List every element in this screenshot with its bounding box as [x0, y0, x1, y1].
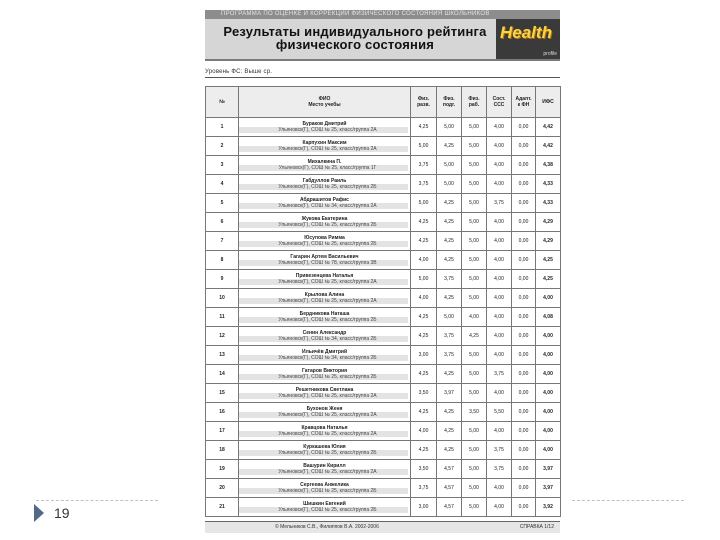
- row-number: 5: [206, 194, 239, 213]
- table-row: [206, 327, 561, 346]
- cell-phys-work: 5,00: [462, 365, 487, 384]
- person-name: Гагарин Артем Васильевич: [290, 254, 359, 260]
- cell-phys-dev: 4,25: [411, 327, 437, 346]
- cell-phys-prep: 4,25: [437, 441, 462, 460]
- cell-phys-dev: 3,50: [411, 384, 437, 403]
- person-school: Ульяновск(Г), СОШ № 25, класс/группа 2А: [239, 298, 408, 304]
- cell-phys-dev: 3,50: [411, 460, 437, 479]
- table-row: [206, 118, 561, 137]
- cell-ifs: 4,25: [536, 270, 561, 289]
- cell-phys-prep: 4,57: [437, 460, 462, 479]
- row-number: 4: [206, 175, 239, 194]
- cell-cardio: 4,00: [487, 327, 512, 346]
- right-divider-line: [572, 500, 684, 501]
- cell-phys-work: 5,00: [462, 118, 487, 137]
- footer-page-ref: СПРАВКА 1/12: [519, 524, 554, 530]
- row-number: 21: [206, 498, 239, 517]
- row-number: 14: [206, 365, 239, 384]
- row-person: [239, 118, 411, 137]
- document-title: [205, 25, 505, 51]
- row-number: 13: [206, 346, 239, 365]
- person-name: Привезенцева Наталья: [295, 273, 354, 279]
- row-number: 20: [206, 479, 239, 498]
- cell-cardio: 4,00: [487, 422, 512, 441]
- table-row: [206, 251, 561, 270]
- cell-phys-dev: 4,25: [411, 232, 437, 251]
- cell-phys-prep: 4,25: [437, 251, 462, 270]
- row-number: 15: [206, 384, 239, 403]
- footer-copyright: © Мельников С.В., Филиппов В.А. 2002-2006: [275, 524, 379, 530]
- cell-cardio: 3,75: [487, 460, 512, 479]
- cell-phys-dev: 3,75: [411, 175, 437, 194]
- person-name: Михалкина П.: [307, 159, 342, 165]
- row-person: [239, 270, 411, 289]
- health-logo: [496, 19, 560, 59]
- cell-phys-work: 4,25: [462, 327, 487, 346]
- table-row: [206, 308, 561, 327]
- cell-phys-dev: 4,00: [411, 251, 437, 270]
- cell-phys-prep: 4,25: [437, 289, 462, 308]
- cell-cardio: 3,75: [487, 365, 512, 384]
- logo-subtext: profile: [543, 51, 557, 57]
- col-header-adapt-line1: Адапт.: [515, 96, 532, 102]
- col-header-name-line1: ФИО: [318, 96, 331, 102]
- person-school: Ульяновск(Г), СОШ № 34, класс/группа 2Б: [239, 336, 408, 342]
- cell-phys-work: 3,50: [462, 403, 487, 422]
- person-school: Ульяновск(Г), СОШ № 25, класс/группа 2Б: [239, 184, 408, 190]
- cell-ifs: 4,33: [536, 175, 561, 194]
- cell-ifs: 4,25: [536, 251, 561, 270]
- cell-phys-work: 5,00: [462, 156, 487, 175]
- cell-phys-work: 5,00: [462, 175, 487, 194]
- cell-adapt: 0,00: [512, 422, 536, 441]
- cell-ifs: 4,00: [536, 346, 561, 365]
- row-number: 3: [206, 156, 239, 175]
- row-person: [239, 232, 411, 251]
- cell-ifs: 4,38: [536, 156, 561, 175]
- title-line-1: Результаты индивидуального рейтинга: [223, 24, 487, 39]
- row-person: [239, 308, 411, 327]
- row-number: 17: [206, 422, 239, 441]
- cell-phys-dev: 3,75: [411, 156, 437, 175]
- cell-ifs: 4,00: [536, 365, 561, 384]
- cell-ifs: 4,00: [536, 289, 561, 308]
- row-person: [239, 422, 411, 441]
- results-table: [205, 86, 561, 517]
- cell-ifs: 4,42: [536, 118, 561, 137]
- person-name: Кравцова Наталья: [301, 425, 348, 431]
- cell-cardio: 4,00: [487, 251, 512, 270]
- cell-ifs: 3,97: [536, 479, 561, 498]
- cell-adapt: 0,00: [512, 156, 536, 175]
- table-row: [206, 365, 561, 384]
- person-school: Ульяновск(Г), СОШ № 78, класс/группа 3В: [239, 260, 408, 266]
- table-row: [206, 384, 561, 403]
- table-row: [206, 270, 561, 289]
- row-number: 10: [206, 289, 239, 308]
- cell-adapt: 0,00: [512, 118, 536, 137]
- document-header: [205, 19, 560, 61]
- cell-cardio: 4,00: [487, 346, 512, 365]
- cell-adapt: 0,00: [512, 213, 536, 232]
- row-number: 7: [206, 232, 239, 251]
- cell-phys-work: 5,00: [462, 460, 487, 479]
- person-school: Ульяновск(Г), СОШ № 25, класс/группа 2А: [239, 412, 408, 418]
- table-row: [206, 346, 561, 365]
- person-school: Ульяновск(Г), СОШ № 34, класс/группа 2А: [239, 203, 408, 209]
- cell-ifs: 4,00: [536, 384, 561, 403]
- cell-phys-dev: 4,25: [411, 441, 437, 460]
- cell-phys-work: 5,00: [462, 251, 487, 270]
- person-school: Ульяновск(Г), СОШ № 25, класс/группа 2Б: [239, 507, 408, 513]
- cell-cardio: 4,00: [487, 118, 512, 137]
- cell-cardio: 4,00: [487, 479, 512, 498]
- person-name: Карпухин Максим: [302, 140, 347, 146]
- cell-adapt: 0,00: [512, 460, 536, 479]
- row-person: [239, 403, 411, 422]
- col-header-phys-work-line2: раб.: [468, 102, 480, 108]
- col-header-phys-work-line1: Физ.: [468, 96, 480, 102]
- cell-adapt: 0,00: [512, 194, 536, 213]
- col-header-name-line2: Место учебы: [308, 102, 341, 108]
- person-name: Сенин Александр: [302, 330, 347, 336]
- cell-ifs: 4,33: [536, 194, 561, 213]
- cell-adapt: 0,00: [512, 327, 536, 346]
- cell-adapt: 0,00: [512, 498, 536, 517]
- person-name: Габдуллов Раиль: [302, 178, 347, 184]
- cell-cardio: 4,00: [487, 498, 512, 517]
- table-row: [206, 156, 561, 175]
- table-row: [206, 289, 561, 308]
- cell-adapt: 0,00: [512, 346, 536, 365]
- table-row: [206, 194, 561, 213]
- program-banner: ПРОГРАММА ПО ОЦЕНКЕ И КОРРЕКЦИИ ФИЗИЧЕСКОГО СОСТОЯНИЯ ШКОЛЬНИКОВ: [205, 10, 560, 19]
- table-row: [206, 403, 561, 422]
- table-row: [206, 441, 561, 460]
- col-header-adapt-line2: к ФН: [517, 102, 530, 108]
- person-school: Ульяновск(Г), СОШ № 25, класс/группа 2Б: [239, 222, 408, 228]
- cell-cardio: 4,00: [487, 213, 512, 232]
- col-header-phys-dev: [411, 87, 437, 118]
- row-person: [239, 365, 411, 384]
- cell-adapt: 0,00: [512, 251, 536, 270]
- person-name: Шишкин Евгений: [303, 501, 346, 507]
- cell-phys-work: 5,00: [462, 422, 487, 441]
- row-number: 11: [206, 308, 239, 327]
- row-number: 1: [206, 118, 239, 137]
- cell-phys-prep: 4,25: [437, 137, 462, 156]
- person-name: Гатаров Виктория: [301, 368, 348, 374]
- slide-arrow-icon: [34, 504, 44, 522]
- row-person: [239, 479, 411, 498]
- cell-phys-dev: 3,75: [411, 479, 437, 498]
- col-header-name: [239, 87, 411, 118]
- person-name: Жукова Екатерина: [301, 216, 348, 222]
- cell-adapt: 0,00: [512, 232, 536, 251]
- person-name: Ильичёв Дмитрий: [301, 349, 348, 355]
- cell-cardio: 3,75: [487, 194, 512, 213]
- cell-phys-work: 5,00: [462, 441, 487, 460]
- cell-phys-prep: 4,25: [437, 403, 462, 422]
- cell-phys-work: 5,00: [462, 479, 487, 498]
- rating-document: [205, 10, 560, 532]
- col-header-phys-prep: [437, 87, 462, 118]
- person-school: Ульяновск(Г), СОШ № 25, класс/группа 2А: [239, 431, 408, 437]
- table-row: [206, 175, 561, 194]
- row-person: [239, 175, 411, 194]
- title-line-2: физического состояния: [275, 37, 435, 52]
- cell-phys-prep: 5,00: [437, 156, 462, 175]
- cell-adapt: 0,00: [512, 403, 536, 422]
- level-label: Уровень ФС: Выше ср.: [205, 69, 273, 75]
- row-person: [239, 384, 411, 403]
- person-school: Ульяновск(Г), СОШ № 25, класс/группа 2А: [239, 279, 408, 285]
- cell-adapt: 0,00: [512, 175, 536, 194]
- row-number: 19: [206, 460, 239, 479]
- col-header-ifs: ИФС: [536, 87, 561, 118]
- cell-adapt: 0,00: [512, 289, 536, 308]
- cell-phys-prep: 4,25: [437, 213, 462, 232]
- row-person: [239, 289, 411, 308]
- cell-phys-prep: 5,00: [437, 308, 462, 327]
- cell-phys-prep: 3,75: [437, 327, 462, 346]
- cell-phys-dev: 4,00: [411, 289, 437, 308]
- header-rule: [205, 77, 560, 78]
- logo-text: Health: [500, 23, 552, 42]
- cell-cardio: 4,00: [487, 270, 512, 289]
- cell-phys-dev: 4,25: [411, 403, 437, 422]
- col-header-phys-dev-line2: разв.: [417, 102, 430, 108]
- cell-ifs: 4,00: [536, 403, 561, 422]
- row-person: [239, 498, 411, 517]
- cell-phys-prep: 4,57: [437, 479, 462, 498]
- cell-phys-work: 5,00: [462, 137, 487, 156]
- cell-phys-dev: 4,25: [411, 118, 437, 137]
- table-header-row: [206, 87, 561, 118]
- cell-ifs: 4,08: [536, 308, 561, 327]
- row-number: 6: [206, 213, 239, 232]
- cell-phys-work: 4,00: [462, 308, 487, 327]
- cell-ifs: 4,42: [536, 137, 561, 156]
- cell-adapt: 0,00: [512, 441, 536, 460]
- person-name: Бердникова Наташа: [299, 311, 350, 317]
- person-school: Ульяновск(Г), СОШ № 25, класс/группа 2Б: [239, 450, 408, 456]
- table-row: [206, 137, 561, 156]
- person-name: Вашурин Кирилл: [303, 463, 346, 469]
- cell-ifs: 4,29: [536, 213, 561, 232]
- cell-phys-work: 5,00: [462, 194, 487, 213]
- cell-phys-prep: 4,25: [437, 194, 462, 213]
- cell-phys-prep: 4,25: [437, 365, 462, 384]
- cell-adapt: 0,00: [512, 384, 536, 403]
- cell-phys-dev: 4,00: [411, 422, 437, 441]
- table-row: [206, 498, 561, 517]
- person-school: Ульяновск(Г), СОШ № 25, класс/группа 2Б: [239, 317, 408, 323]
- person-school: Ульяновск(Г), СОШ № 25, класс/группа 2Б: [239, 488, 408, 494]
- cell-cardio: 4,00: [487, 232, 512, 251]
- col-header-phys-prep-line2: подг.: [442, 102, 456, 108]
- cell-phys-prep: 4,25: [437, 422, 462, 441]
- cell-phys-work: 5,00: [462, 346, 487, 365]
- row-person: [239, 346, 411, 365]
- person-name: Бухонов Женя: [306, 406, 343, 412]
- row-person: [239, 213, 411, 232]
- cell-phys-work: 5,00: [462, 213, 487, 232]
- cell-phys-dev: 3,00: [411, 498, 437, 517]
- cell-phys-work: 5,00: [462, 498, 487, 517]
- person-school: Ульяновск(Г), СОШ № 34, класс/группа 2Б: [239, 355, 408, 361]
- col-header-adapt: [512, 87, 536, 118]
- table-row: [206, 232, 561, 251]
- col-header-phys-prep-line1: Физ.: [443, 96, 455, 102]
- cell-cardio: 4,00: [487, 289, 512, 308]
- person-school: Ульяновск(Г), СОШ № 25, класс/группа 2А: [239, 146, 408, 152]
- cell-adapt: 0,00: [512, 308, 536, 327]
- person-school: Ульяновск(Г), СОШ № 25, класс/группа 1Г: [239, 165, 408, 171]
- cell-adapt: 0,00: [512, 270, 536, 289]
- col-header-cardio: [487, 87, 512, 118]
- cell-phys-dev: 5,00: [411, 137, 437, 156]
- document-footer: [205, 521, 560, 533]
- cell-phys-dev: 3,00: [411, 346, 437, 365]
- row-person: [239, 251, 411, 270]
- person-school: Ульяновск(Г), СОШ № 25, класс/группа 2А: [239, 393, 408, 399]
- row-person: [239, 460, 411, 479]
- cell-phys-prep: 3,75: [437, 270, 462, 289]
- row-number: 8: [206, 251, 239, 270]
- cell-ifs: 3,92: [536, 498, 561, 517]
- row-number: 12: [206, 327, 239, 346]
- row-number: 2: [206, 137, 239, 156]
- cell-phys-prep: 3,97: [437, 384, 462, 403]
- person-name: Абдрашитов Рафис: [300, 197, 349, 203]
- cell-ifs: 4,00: [536, 422, 561, 441]
- row-number: 9: [206, 270, 239, 289]
- person-name: Бураков Дмитрий: [302, 121, 347, 127]
- cell-cardio: 4,00: [487, 384, 512, 403]
- row-person: [239, 194, 411, 213]
- person-school: Ульяновск(Г), СОШ № 25, класс/группа 2Б: [239, 374, 408, 380]
- cell-adapt: 0,00: [512, 365, 536, 384]
- row-person: [239, 156, 411, 175]
- col-header-cardio-line1: Сост.: [492, 96, 506, 102]
- cell-cardio: 3,75: [487, 441, 512, 460]
- cell-cardio: 4,00: [487, 175, 512, 194]
- cell-phys-dev: 4,25: [411, 308, 437, 327]
- cell-phys-dev: 4,25: [411, 213, 437, 232]
- cell-phys-dev: 4,25: [411, 365, 437, 384]
- cell-phys-prep: 4,25: [437, 232, 462, 251]
- cell-phys-prep: 4,57: [437, 498, 462, 517]
- left-divider-line: [36, 500, 158, 501]
- col-header-phys-dev-line1: Физ.: [417, 96, 430, 102]
- col-header-num: №: [206, 87, 239, 118]
- person-school: Ульяновск(Г), СОШ № 25, класс/группа 2Б: [239, 241, 408, 247]
- cell-phys-dev: 5,00: [411, 194, 437, 213]
- cell-adapt: 0,00: [512, 137, 536, 156]
- cell-phys-prep: 3,75: [437, 346, 462, 365]
- cell-cardio: 4,00: [487, 308, 512, 327]
- person-school: Ульяновск(Г), СОШ № 25, класс/группа 2А: [239, 127, 408, 133]
- row-number: 16: [206, 403, 239, 422]
- person-school: Ульяновск(Г), СОШ № 25, класс/группа 2А: [239, 469, 408, 475]
- cell-phys-work: 5,00: [462, 384, 487, 403]
- cell-adapt: 0,00: [512, 479, 536, 498]
- table-row: [206, 422, 561, 441]
- cell-cardio: 4,00: [487, 156, 512, 175]
- table-row: [206, 213, 561, 232]
- row-number: 18: [206, 441, 239, 460]
- table-row: [206, 460, 561, 479]
- cell-phys-dev: 5,00: [411, 270, 437, 289]
- cell-phys-work: 5,00: [462, 270, 487, 289]
- person-name: Крылова Алина: [304, 292, 345, 298]
- cell-phys-prep: 5,00: [437, 175, 462, 194]
- col-header-phys-work: [462, 87, 487, 118]
- cell-ifs: 3,97: [536, 460, 561, 479]
- cell-cardio: 4,00: [487, 137, 512, 156]
- row-person: [239, 327, 411, 346]
- table-row: [206, 479, 561, 498]
- cell-cardio: 5,50: [487, 403, 512, 422]
- person-name: Юсупова Римма: [304, 235, 345, 241]
- person-name: Решетникова Светлана: [295, 387, 354, 393]
- col-header-cardio-line2: ССС: [493, 102, 505, 108]
- cell-phys-work: 5,00: [462, 289, 487, 308]
- cell-phys-work: 5,00: [462, 232, 487, 251]
- row-person: [239, 137, 411, 156]
- row-person: [239, 441, 411, 460]
- cell-phys-prep: 5,00: [437, 118, 462, 137]
- person-name: Куркашева Юлия: [303, 444, 346, 450]
- person-name: Сергеева Анжелика: [300, 482, 349, 488]
- cell-ifs: 4,00: [536, 327, 561, 346]
- cell-ifs: 4,29: [536, 232, 561, 251]
- cell-ifs: 4,00: [536, 441, 561, 460]
- slide-number: 19: [54, 505, 70, 521]
